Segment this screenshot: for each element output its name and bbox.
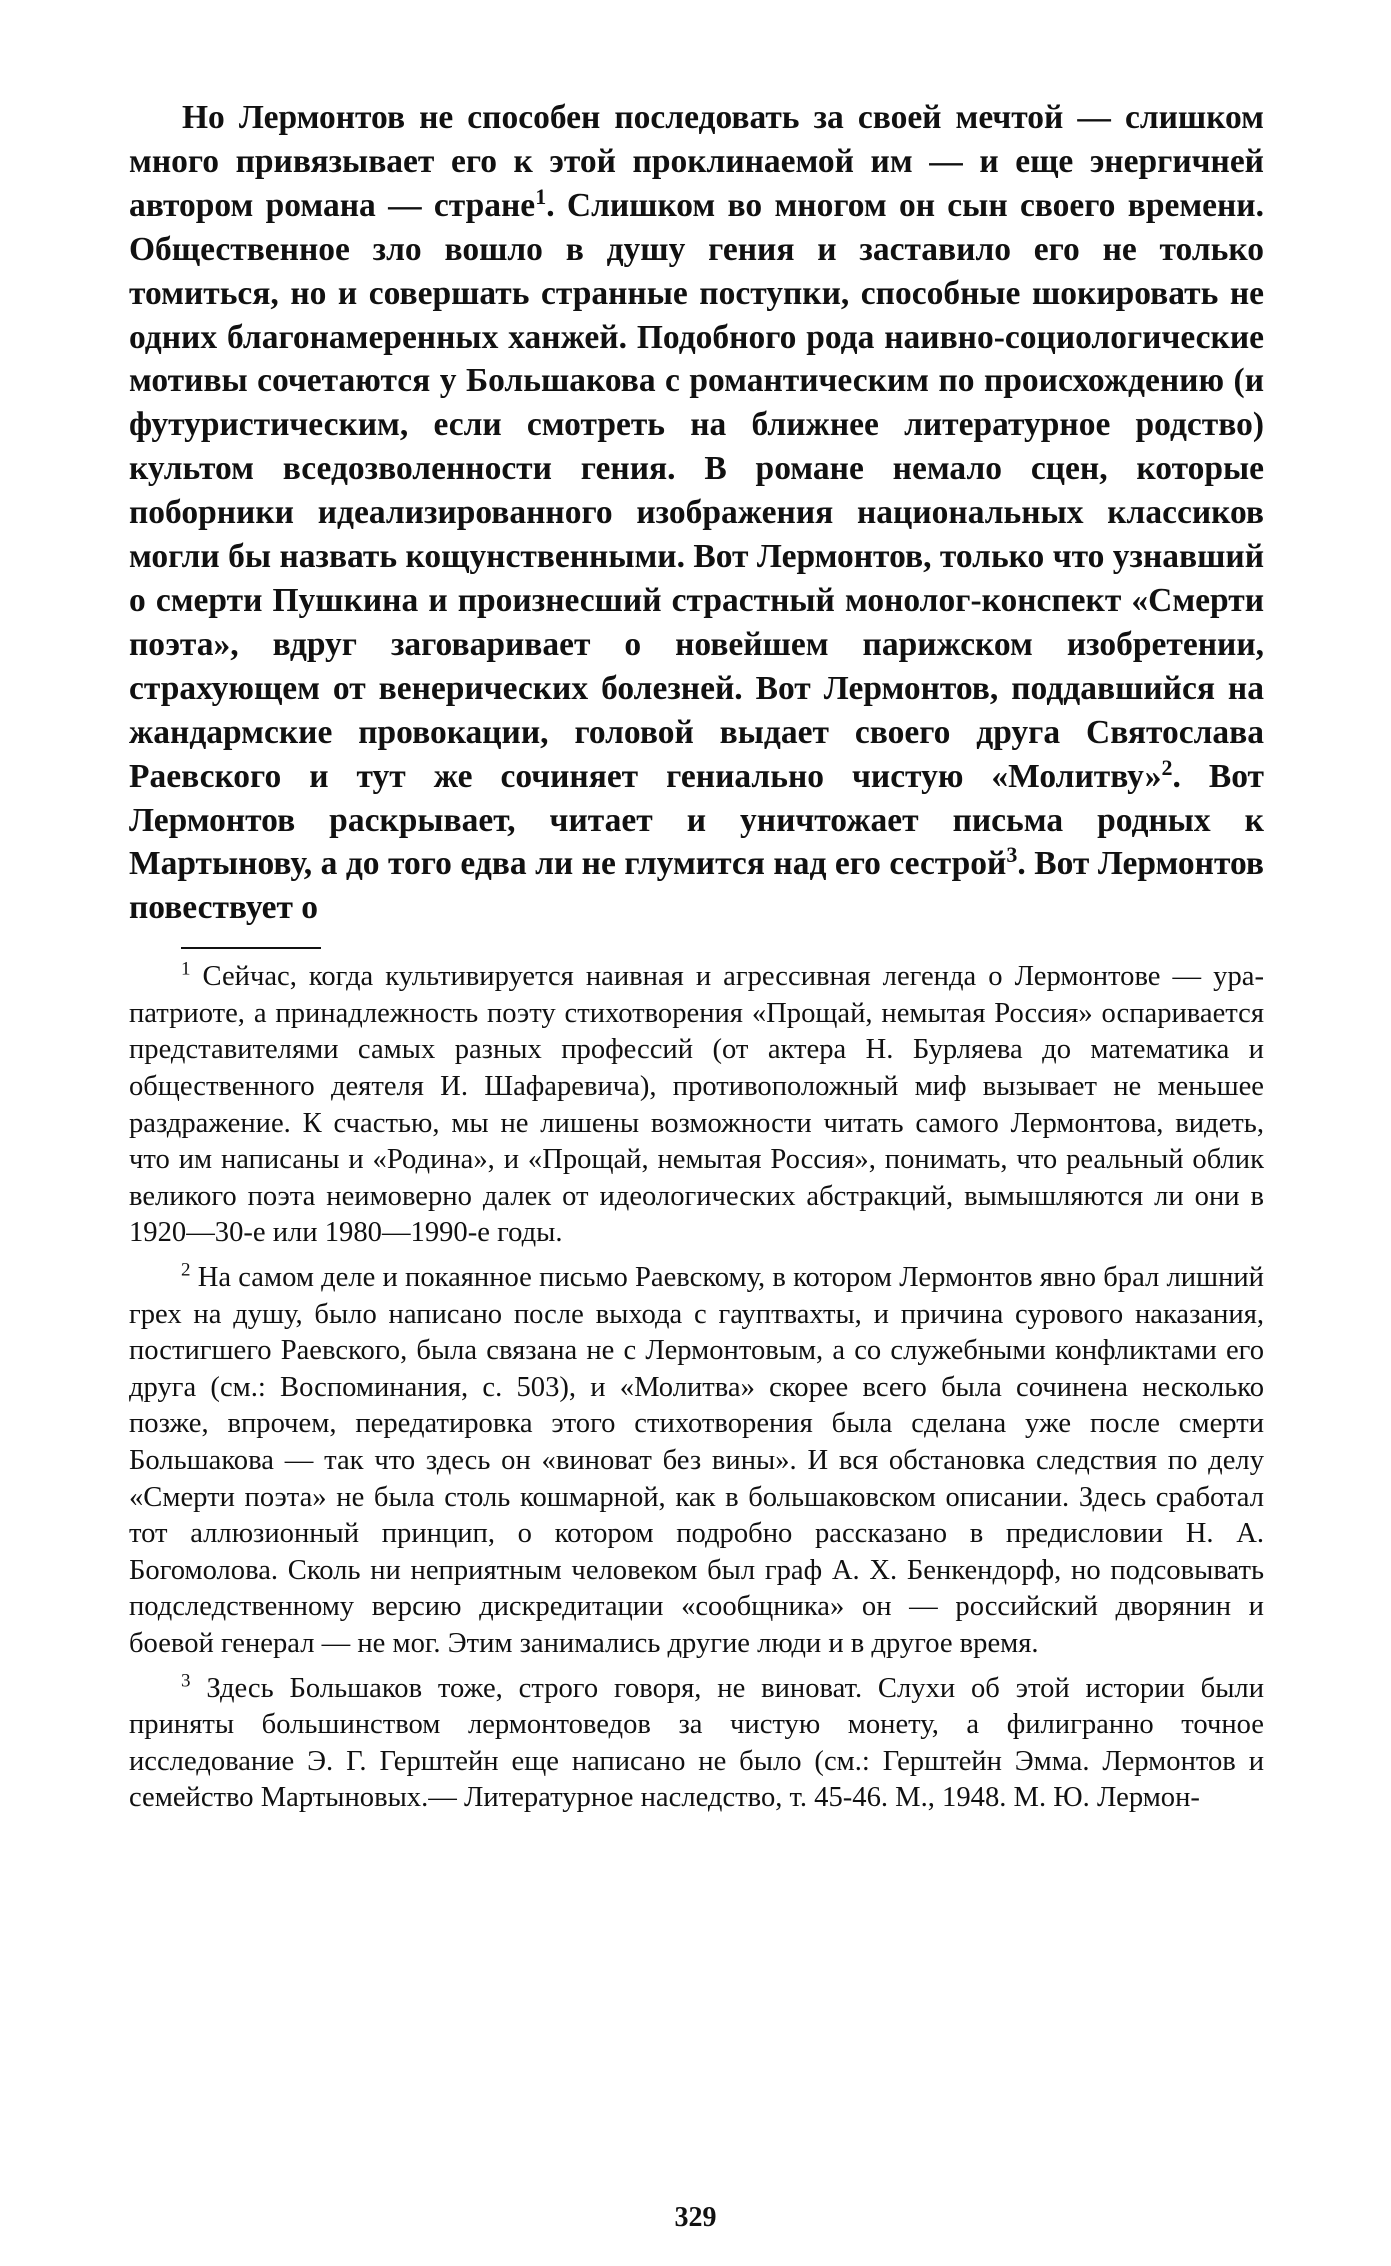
page-body — [129, 96, 1264, 1825]
footnote-text-2: На самом деле и покаянное письмо Раевскому, в котором Лермонтов явно брал лишний грех на душу, было написано после выхода с гауптвахты, и причина сурового наказания, постигшего Раевского, была связана не с Лермонтовым, а со служебными конфликтами его друга (см.: Воспоминания, с. 503), и «Молитва» скорее всего была сочинена несколько позже, впрочем, передатировка этого стихотворения была сделана уже после смерти Большакова — так что здесь он «виноват без вины». И вся обстановка следствия по делу «Смерти поэта» не была столь кошмарной, как в большаковском описании. Здесь сработал тот аллюзионный принцип, о котором подробно рассказано в предисловии Н. А. Богомолова. Сколь ни неприятным человеком был граф А. Х. Бенкендорф, но подсовывать подследственному версию дискредитации «сообщника» он — российский дворянин и боевой генерал — не мог. Этим занимались другие люди и в другое время. — [129, 1261, 1264, 1659]
footnote-3 — [129, 1671, 1264, 1817]
footnote-mark-1: 1 — [181, 958, 191, 980]
main-text-segment-3: . Вот Лермонтов раскрывает, читает и уничтожает письма родных к Мартынову, а до того едва ли не глумится над его сестрой — [129, 757, 1264, 883]
footnote-ref-3[interactable]: 3 — [1006, 842, 1018, 868]
footnote-ref-2[interactable]: 2 — [1161, 754, 1173, 780]
main-text-segment-4: . Вот Лермонтов повествует о — [129, 845, 1264, 927]
footnote-divider — [181, 947, 321, 949]
footnote-2 — [129, 1260, 1264, 1663]
footnotes — [129, 959, 1264, 1817]
footnote-1 — [129, 959, 1264, 1252]
footnote-text-3: Здесь Большаков тоже, строго говоря, не виноват. Слухи об этой истории были приняты большинством лермонтоведов за чистую монету, а филигранно точное исследование Э. Г. Герштейн еще написано не было (см.: Герштейн Эмма. Лермонтов и семейство Мартыновых.— Литературное наследство, т. 45-46. М., 1948. М. Ю. Лермон- — [129, 1672, 1264, 1814]
page-number: 329 — [674, 2202, 717, 2233]
main-text-segment-1: Но Лермонтов не способен последовать за своей мечтой — слишком много привязывает его к этой проклинаемой им — и еще энергичней автором романа — стране — [129, 99, 1264, 224]
footnote-ref-1[interactable]: 1 — [535, 183, 547, 209]
footnote-mark-3: 3 — [181, 1669, 191, 1691]
main-text — [129, 96, 1264, 930]
footnote-text-1: Сейчас, когда культивируется наивная и агрессивная легенда о Лермонтове — ура-патриоте, а принадлежность поэту стихотворения «Прощай, немытая Россия» оспаривается представителями самых разных профессий (от актера Н. Бурляева до математика и общественного деятеля И. Шафаревича), противоположный миф вызывает не меньшее раздражение. К счастью, мы не лишены возможности читать самого Лермонтова, видеть, что им написаны и «Родина», и «Прощай, немытая Россия», понимать, что реальный облик великого поэта неимоверно далек от идеологических абстракций, вымышляются ли они в 1920—30-е или 1980—1990-е годы. — [129, 961, 1264, 1249]
footnote-mark-2: 2 — [181, 1259, 191, 1281]
main-text-segment-2: . Слишком во многом он сын своего времени. Общественное зло вошло в душу гения и заставило его не только томиться, но и совершать странные поступки, способные шокировать не одних благонамеренных ханжей. Подобного рода наивно-социологические мотивы сочетаются у Большакова с романтическим по происхождению (и футуристическим, если смотреть на ближнее литературное родство) культом вседозволенности гения. В романе немало сцен, которые поборники идеализированного изображения национальных классиков могли бы назвать кощунственными. Вот Лермонтов, только что узнавший о смерти Пушкина и произнесший страстный монолог-конспект «Смерти поэта», вдруг заговаривает о новейшем парижском изобретении, страхующем от венерических болезней. Вот Лермонтов, поддавшийся на жандармские провокации, головой выдает своего друга Святослава Раевского и тут же сочиняет гениально чистую «Молитву» — [129, 186, 1264, 795]
main-paragraph — [129, 96, 1264, 930]
